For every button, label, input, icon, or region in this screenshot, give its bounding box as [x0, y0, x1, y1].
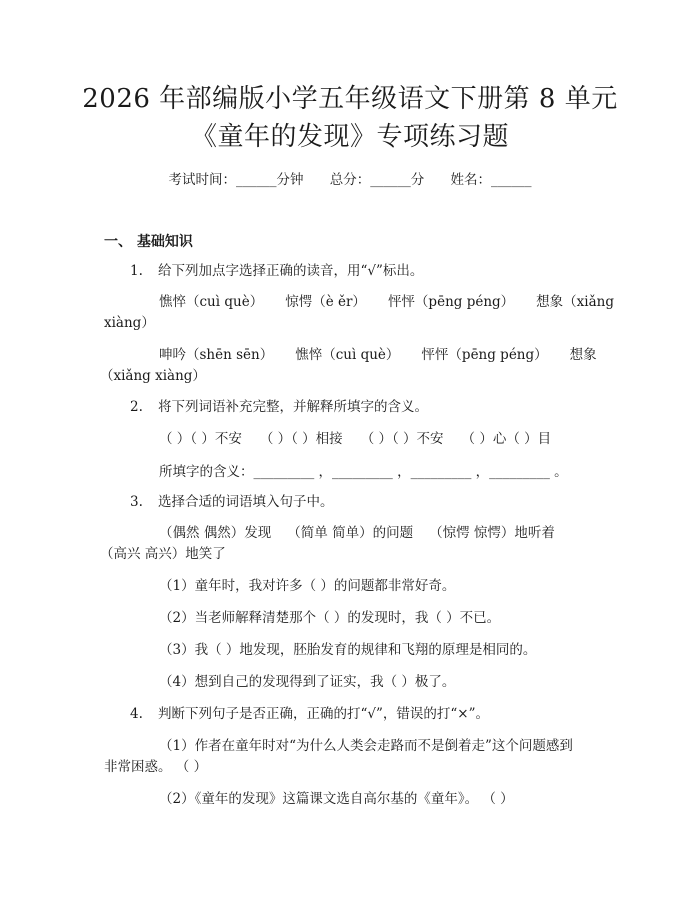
- word-fill-item: （ ）（ ）不安: [159, 431, 242, 447]
- question-number: 2.: [130, 399, 143, 415]
- section-heading: 一、 基础知识: [104, 234, 193, 250]
- pinyin-item: 怦怦（pēng péng）: [421, 347, 548, 363]
- question-1: [130, 261, 423, 281]
- word-fill-item: （ ）（ ）相接: [259, 431, 343, 447]
- word-fill-item: （ ）（ ）不安: [360, 431, 444, 447]
- question-number: 4.: [130, 706, 143, 722]
- fill-sentence-3: （3）我（ ）地发现，胚胎发育的规律和飞翔的原理是相同的。: [159, 642, 537, 658]
- student-name-field: 姓名：______: [450, 172, 532, 188]
- fill-sentence-2: （2）当老师解释清楚那个（ ）的发现时，我（ ）不已。: [159, 610, 501, 626]
- pinyin-item: 憔悴（cuì què）: [159, 294, 264, 310]
- pinyin-item: 憔悴（cuì què）: [295, 347, 400, 363]
- question-text: 选择合适的词语填入句子中。: [158, 494, 334, 510]
- pinyin-item: 想象: [569, 347, 597, 363]
- total-score-field: 总分：______分: [329, 172, 425, 188]
- fill-sentence-1: （1）童年时，我对许多（ ）的问题都非常好奇。: [159, 578, 456, 594]
- question-text: 给下列加点字选择正确的读音，用“√”标出。: [158, 263, 424, 279]
- word-option: （偶然 偶然）发现: [159, 525, 272, 541]
- judge-item-1-cont: 非常困惑。 （ ）: [104, 759, 208, 775]
- judge-item-1: （1）作者在童年时对“为什么人类会走路而不是倒着走”这个问题感到: [159, 738, 573, 754]
- word-option: （惊愕 惊愕）地听着: [429, 525, 555, 541]
- document-title-line1: 2026 年部编版小学五年级语文下册第 8 单元: [82, 84, 618, 114]
- word-fill-item: （ ）心（ ）目: [461, 431, 552, 447]
- document-title-line2: 《童年的发现》专项练习题: [190, 122, 509, 152]
- question-text: 判断下列句子是否正确，正确的打“√”，错误的打“×”。: [158, 706, 490, 722]
- judge-item-2: （2）《童年的发现》这篇课文选自高尔基的《童年》。 （ ）: [159, 791, 514, 807]
- word-fill-row: [159, 429, 551, 449]
- pinyin-row-2: [159, 345, 597, 365]
- pinyin-row-1-cont: xiàng）: [104, 315, 155, 331]
- question-text: 将下列词语补充完整，并解释所填字的含义。: [158, 399, 428, 415]
- exam-time-field: 考试时间：______分钟: [168, 172, 304, 188]
- question-number: 1.: [130, 263, 143, 279]
- fill-sentence-4: （4）想到自己的发现得到了证实，我（ ）极了。: [159, 674, 456, 690]
- word-options-row: [159, 523, 555, 543]
- pinyin-item: 呻吟（shēn sēn）: [159, 347, 274, 363]
- meaning-blanks: 所填字的含义：_________ ，_________ ，_________ ，_________ 。: [159, 464, 568, 480]
- question-number: 3.: [130, 494, 143, 510]
- pinyin-row-1: [159, 292, 614, 312]
- question-4: [130, 704, 489, 724]
- pinyin-row-2-cont: （xiǎng xiàng）: [100, 368, 206, 384]
- pinyin-item: 惊愕（è ěr）: [285, 294, 366, 310]
- question-3: [130, 492, 334, 512]
- word-option-cont: （高兴 高兴）地笑了: [100, 546, 226, 562]
- pinyin-item: 怦怦（pēng péng）: [387, 294, 515, 310]
- exam-meta: [0, 168, 700, 188]
- word-option: （简单 简单）的问题: [287, 525, 414, 541]
- pinyin-item: 想象（xiǎng: [536, 294, 614, 310]
- question-2: [130, 397, 428, 417]
